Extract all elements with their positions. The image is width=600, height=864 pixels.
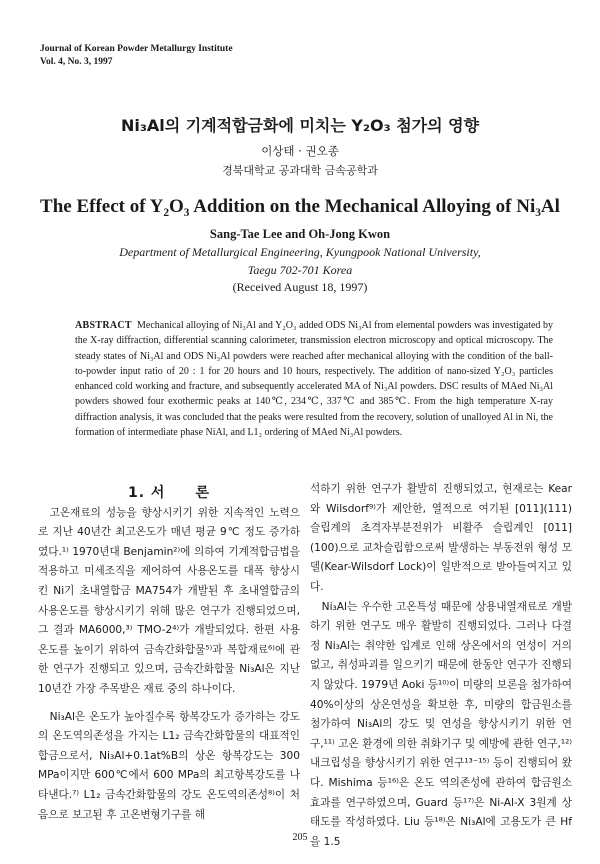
section-heading: 1. 서 론 <box>128 485 210 501</box>
abstract-label: ABSTRACT <box>75 320 132 331</box>
abstract <box>75 318 553 440</box>
journal-header <box>40 43 233 69</box>
korean-title: Ni₃Al의 기계적합금화에 미치는 Y₂O₃ 첨가의 영향 <box>120 116 480 135</box>
english-title: The Effect of Y₂O₃ Addition on the Mechanical Alloying of Ni₃Al <box>40 196 560 217</box>
korean-affiliation: 경북대학교 공과대학 금속공학과 <box>222 164 378 177</box>
right-column <box>310 480 572 852</box>
journal-name: Journal of Korean Powder Metallurgy Institute <box>40 44 233 54</box>
korean-authors: 이상태 · 권오종 <box>261 144 339 158</box>
city-address: Taegu 702-701 Korea <box>247 263 353 277</box>
body-paragraph: 석하기 위한 연구가 활발히 진행되었고, 현재로는 Kear와 Wilsdorf⁹⁾가 제안한, 열적으로 여기된 [011](111) 슬립계의 초격자부분전위가 비활주 슬립계인 [011](100)으로 교차슬립함으로써 발생하는 부동전위 형성 모델(Kear-Wilsdorf Lock)이 일반적으로 받아들여지고 있다. <box>310 483 572 593</box>
body-paragraph: Ni₃Al는 우수한 고온특성 때문에 상용내열재료로 개발하기 위한 연구도 매우 활발히 진행되었다. 그러나 다결정 Ni₃Al는 취약한 입계로 인해 상온에서의 연성이 거의 없고, 취성파괴를 일으키기 때문에 한동안 연구가 진행되지 않았다. 1979년 Aoki 등¹⁰⁾이 미량의 보론을 첨가하여 40%이상의 상온연성을 확보한 후, 미량의 합금원소를 첨가하여 Ni₃Al의 강도 및 연성을 향상시키기 위한 연구,¹¹⁾ 고온 환경에 의한 취화기구 및 예방에 관한 연구,¹²⁾ 내크립성을 향상시키기 위한 연구¹³⁻¹⁵⁾ 등이 진행되어 왔다. Mishima 등¹⁶⁾은 온도 역의존성에 관하여 합금원소 효과를 연구하였으며, Guard 등¹⁷⁾은 Ni-Al-X 3원계 상태도를 작성하였다. Liu 등¹⁸⁾은 Ni₃Al에 고용도가 큰 Hf을 1.5 <box>310 600 572 848</box>
journal-volume: Vol. 4, No. 3, 1997 <box>40 57 113 67</box>
left-column <box>38 484 300 825</box>
page-number: 205 <box>292 832 308 843</box>
abstract-text: Mechanical alloying of Ni₃Al and Y₂O₃ added ODS Ni₃Al from elemental powders was investigated by the X-ray diffraction, differential scanning calorimeter, transmission electron microscopy and optical microscopy. The steady states of Ni₃Al and ODS Ni₃Al powders were reached after mechanical alloying with the condition of the ball-to-powder input ratio of 20 : 1 for 20 hours and 10 hours, respectively. The addition of nano-sized Y₂O₃ particles enhanced cold working and fracture, and subsequently accelerated MA of Ni₃Al powders. DSC results of MAed Ni₃Al powders showed four exothermic peaks at 140℃, 234℃, 337℃ and 385℃. From the high temperature X-ray diffraction analysis, it was concluded that the peaks were resulted from the recovery, solution of unalloyed Al in Ni, the formation of intermediate phase NiAl, and L1₂ ordering of MAed Ni₃Al powders. <box>75 320 553 439</box>
department: Department of Metallurgical Engineering, Kyungpook National University, <box>119 245 481 259</box>
received-date: (Received August 18, 1997) <box>232 280 368 294</box>
body-paragraph: Ni₃Al은 온도가 높아질수록 항복강도가 증가하는 강도의 온도역의존성을 가지는 L1₂ 금속간화합물의 대표적인 합금으로서, Ni₃Al+0.1at%B의 상온 항복강도는 300 MPa이지만 600℃에서 600 MPa의 최고항복강도를 나타낸다.⁷⁾ L1₂ 금속간화합물의 강도 온도역의존성⁸⁾이 처음으로 보고된 후 고온변형기구를 해 <box>38 710 300 821</box>
body-paragraph: 고온재료의 성능을 향상시키기 위한 지속적인 노력으로 지난 40년간 최고온도가 매년 평균 9℃ 정도 증가하였다.¹⁾ 1970년대 Benjamin²⁾에 의하여 기계적합금법을 적용하고 미세조직을 제어하여 사용온도를 대폭 향상시킨 Ni기 초내열합금 MA754가 개발된 후 초내열합금의 사용온도를 향상시키기 위해 많은 연구가 진행되었으며, 그 결과 MA6000,³⁾ TMO-2⁴⁾가 개발되었다. 한편 사용온도를 높이기 위하여 금속간화합물⁵⁾과 복합재료⁶⁾에 관한 연구가 진행되고 있으며, 금속간화합물 Ni₃Al은 지난 10년간 가장 주목받은 재료 중의 하나이다. <box>38 506 300 695</box>
english-authors: Sang-Tae Lee and Oh-Jong Kwon <box>209 227 391 241</box>
